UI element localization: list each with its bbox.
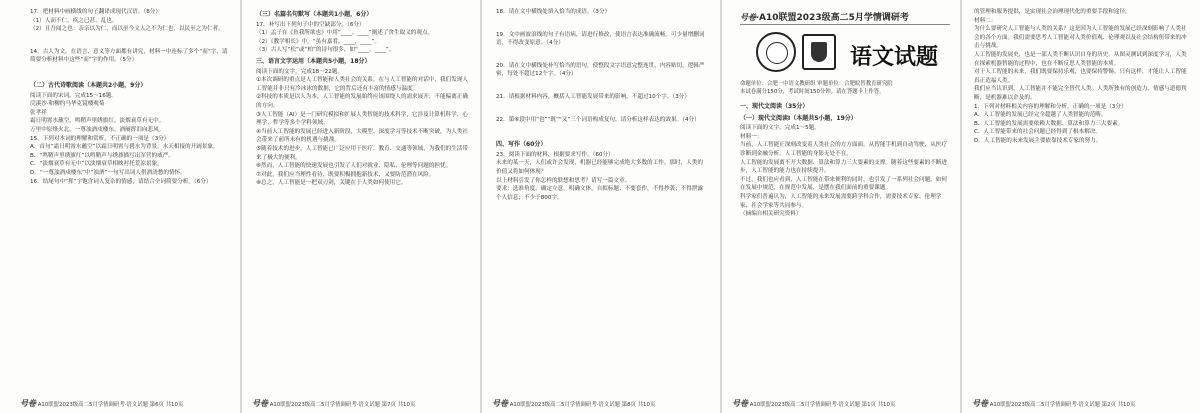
text-line: 当前，人工智能正深刻改变着人类社会的方方面面。从智能手机到自动驾驶，从医疗诊断到金融分析，人工智能的身影无处不在。 (740, 142, 947, 157)
footer-text: A10联盟2023级高二5月学情调研考·语文试题 第8页 共10页 (509, 402, 656, 408)
text-line: ①本次调研的重点是人工智能和人类社会的关系。在与人工智能的对话中，我们发现人工智能并非只有冷冰冰的数据，它的背后还有丰富的情感与温度。 (256, 77, 468, 92)
text-line: 19．文中画波浪线的句子有语病，请进行修改，使语言表达准确流畅。可少量增删词语，不得改变原意。（4分） (496, 31, 705, 47)
text-line: （1）孟子在《鱼我所欲也》中用“____，____”阐述了舍生取义的观点。 (256, 30, 434, 37)
text-line: 对于人工智能的未来，我们既要保持乐观，也要保持警惕。只有这样，才能让人工智能真正造福人类。 (974, 69, 1187, 84)
exam-page-6 (0, 0, 240, 413)
exam-page-2 (962, 0, 1200, 413)
exam-meta-line: 命题单位：合肥一中语文教研组 审题单位：合肥皖智教育研究院 (740, 81, 893, 87)
text-line: （一）现代文阅读Ⅰ（本题共5小题，19分） (740, 114, 857, 122)
answer-space (496, 79, 708, 93)
text-line: 以上材料引发了你怎样的联想和思考？请写一篇文章。 (496, 177, 631, 184)
text-line: 15．下列对本词的理解和赏析，不正确的一项是（3分） (30, 135, 170, 142)
text-line: ③人工智能（AI）是一门研究模拟和扩展人类智能的技术科学，它涉及计算机科学、心理学、哲学等多个学科领域。 (256, 111, 468, 127)
text-line: 阅读下面的文字，完成18～22题。 (256, 68, 343, 75)
text-line: 我们应当认识到，人工智能并不能完全替代人类。人类所独有的创造力、情感与道德判断，是机器难以企及的。 (974, 86, 1187, 101)
text-line: 人工智能的发展离不开大数据、算法和算力三大要素的支撑。随着这些要素的不断进步，人工智能的能力也在持续提升。 (740, 159, 947, 175)
text-line: 万里中原烽火北，一尊浊酒戍楼东。酒阑挥泪向悲风。 (30, 126, 165, 133)
text-line: 人工智能的发展史，也是一部人类不断认识自身的历史。从图灵测试到深度学习，人类在探索机器智能的过程中，也在不断反思人类智能的本质。 (974, 51, 1187, 67)
text-line: ⑧总之，人工智能是一把双刃剑，关键在于人类如何使用它。 (256, 180, 407, 187)
text-line: 的管理和服务提供，是实现社会治理现代化的重要手段和途径。 (974, 9, 1131, 15)
text-line: 张孝祥 (30, 109, 47, 116)
footer-text: A10联盟2023级高二5月学情调研考·语文试题 第6页 共10页 (37, 402, 184, 408)
text-line: A．人工智能的发展已经完全超越了人类智能的范畴。 (974, 112, 1107, 119)
text-line: ④当前人工智能的发展已经进入新阶段，大模型、深度学习等技术不断突破，为人类社会带来了前所未有的机遇与挑战。 (256, 128, 468, 144)
text-line: C．“淡烟衰草有无中”以淡烟衰草相映衬托荒凉景象。 (30, 161, 163, 168)
page-1-text (740, 100, 950, 219)
brand-logo: 号卷 (492, 399, 508, 408)
brand-logo: 号卷 (972, 399, 988, 408)
school-seal-logo (756, 32, 796, 72)
text-line: C．人工智能带来的社会问题已经得到了根本解决。 (974, 129, 1101, 136)
exam-page-7 (242, 0, 480, 413)
text-line: 不过，我们也应看到，人工智能在带来便利的同时，也引发了一系列社会问题。如何在发展中规范，在规范中发展，是摆在我们面前的重要课题。 (740, 176, 947, 192)
exam-title: 语文试题 (850, 44, 939, 70)
text-line: （摘编自相关研究资料） (740, 211, 802, 218)
text-line: （3）古人写“松”或“柏”的诗句很多，如“____，____”。 (256, 47, 395, 54)
answer-space (496, 102, 708, 116)
text-line: ⑥然而，人工智能的快速发展也引发了人们对就业、隐私、伦理等问题的担忧。 (256, 163, 452, 170)
text-line: 材料一： (740, 133, 763, 140)
text-line: 阅读下面的文字，完成1～5题。 (740, 125, 820, 132)
exam-meta (740, 80, 950, 96)
page-8-footer (492, 398, 655, 409)
text-line: （1）人而不仁，疾之已甚，乱也。 (30, 17, 118, 24)
answer-space (496, 17, 708, 31)
text-line: （2）且吾闻之也：亲亲以为仁，而以至今文人之不为仁也，以民至之为仁者。 (30, 26, 224, 33)
text-line: A．首句“霜日明霄水蘸空”以霜日明霄与碧水为背景，水天相接的开阔景象。 (30, 144, 219, 151)
text-line: 霜日明霄水蘸空，鸣鞘声里绣旗红。淡烟衰草有无中。 (30, 118, 165, 125)
footer-text: A10联盟2023级高二5月学情调研考·语文试题 第2页 共10页 (989, 402, 1136, 408)
page-7-footer (252, 398, 415, 409)
footer-text: A10联盟2023级高二5月学情调研考·语文试题 第7页 共10页 (269, 402, 416, 408)
text-line: 阅读下面的宋词，完成15～16题。 (30, 92, 117, 99)
exam-header (740, 10, 909, 23)
brand-logo: 号卷 (252, 399, 268, 408)
text-line: 23．阅读下面的材料，根据要求写作。（60分） (496, 151, 614, 158)
text-line: 17．补写出下列句子中的空缺部分。（6分） (256, 21, 365, 28)
text-line: ⑦对此，我们应当理性看待，既要积极拥抱新技术，又要防范潜在风险。 (256, 171, 435, 178)
page-6-footer (20, 398, 183, 409)
page-8-text (496, 8, 708, 202)
school-emblem-logo (802, 34, 836, 70)
exam-page-8 (482, 0, 720, 413)
text-line: D．人工智能的未来发展主要依靠技术专家的努力。 (974, 137, 1102, 144)
text-line: B．人工智能的发展需要依赖大数据、算法和算力三大要素。 (974, 120, 1124, 127)
brand-logo: 号卷 (20, 399, 36, 408)
brand-logo: 号卷· (740, 13, 760, 22)
exam-note-line: 本试卷满分150分，考试时间150分钟。请在答题卡上作答。 (740, 89, 885, 95)
text-line: ⑤随着技术的进步，人工智能已广泛应用于医疗、教育、交通等领域，为我们的生活带来了极大的便利。 (256, 145, 468, 161)
page-1-footer (732, 398, 895, 409)
text-line: 21．请根据材料内容，概括人工智能发展带来的影响，不超过10个字。（3分） (496, 93, 690, 100)
exam-brand: A10联盟2023级高二5月学情调研考 (759, 13, 909, 23)
text-line: 为什么要研究人工智能与人类的关系？这是因为人工智能的发展已经深刻影响了人类社会的各个方面。我们需要思考人工智能对人类价值观、伦理观以及社会结构所带来的冲击与挑战。 (974, 26, 1187, 50)
answer-space (30, 34, 230, 48)
text-line: 17．把材料中画横线的句子翻译成现代汉语。（8分） (30, 9, 161, 15)
text-line: 三、语言文字运用（本题共5小题，18分） (256, 57, 371, 65)
page-2-footer (972, 398, 1135, 409)
text-line: 1．下列对材料相关内容的理解和分析，正确的一项是（3分） (974, 103, 1127, 110)
text-line: （二）古代诗歌阅读（本题共2小题，9分） (30, 81, 147, 89)
text-line: （三）名篇名句默写（本题共1小题，6分） (256, 11, 373, 18)
text-line: 科学家们普遍认为，人工智能的未来发展需要跨学科合作，需要技术专家、伦理学家、社会学家等共同参与。 (740, 193, 942, 209)
text-line: 未来的某一天，人们或许会发现，机器已经能够完成绝大多数的工作。那时，人类的价值又将如何体现？ (496, 160, 703, 175)
page-6-text (30, 8, 230, 186)
answer-space (30, 65, 230, 79)
text-line: D．“一尊浊酒戍楼东”中“浊酒”一句写出词人借酒浇愁的情怀。 (30, 169, 186, 176)
text-line: （2）《教学相长》中，“虽有嘉肴，____，____”。 (256, 38, 381, 45)
text-line: 22．第⑥段中用“也”“既”“又”三个词语构成复句，请分析这样表达的效果。（4分） (496, 116, 700, 123)
text-line: B．“鸣鞘声里绣旗红”以鸣鞘声与绣旗描写出军营的威严。 (30, 152, 174, 159)
answer-space (496, 48, 708, 62)
text-line: 一、现代文阅读（35分） (740, 103, 809, 110)
exam-page-1 (722, 0, 960, 413)
page-7-text (256, 8, 468, 188)
page-2-text (974, 8, 1188, 146)
footer-text: A10联盟2023级高二5月学情调研考·语文试题 第1页 共10页 (749, 402, 896, 408)
text-line: 浣溪沙·和柳约马华克镜楼观菊 (30, 101, 105, 108)
answer-space (496, 124, 708, 138)
text-line: 16．结尾句中“挥”字饱含词人复杂的情感，请结合全词简要分析。（6分） (30, 178, 212, 185)
text-line: 材料二： (974, 17, 997, 24)
text-line: 20．请在文中横线处补写恰当的语句，使整段文字语意完整连贯，内容贴切，逻辑严密，每处不超过12个字。（4分） (496, 62, 705, 78)
text-line: 14．古人为文，在语言、意义等方面都有讲究，材料一中连标了多个“而”字，请简要分析材料中这些“而”字的作用。（5分） (30, 48, 228, 64)
text-line: 18．请在文中横线处填入恰当的成语。（3分） (496, 9, 611, 15)
text-line: 四、写作（60分） (496, 141, 547, 149)
text-line: ②科技的本质是以人为本，人工智能的发展始终应该围绕人的需求展开，不能偏离正确的方向。 (256, 94, 468, 109)
text-line: 要求：选准角度，确定立意，明确文体，自拟标题；不要套作，不得抄袭；不得泄露个人信息；不少于800字。 (496, 186, 703, 201)
brand-logo: 号卷 (732, 399, 748, 408)
